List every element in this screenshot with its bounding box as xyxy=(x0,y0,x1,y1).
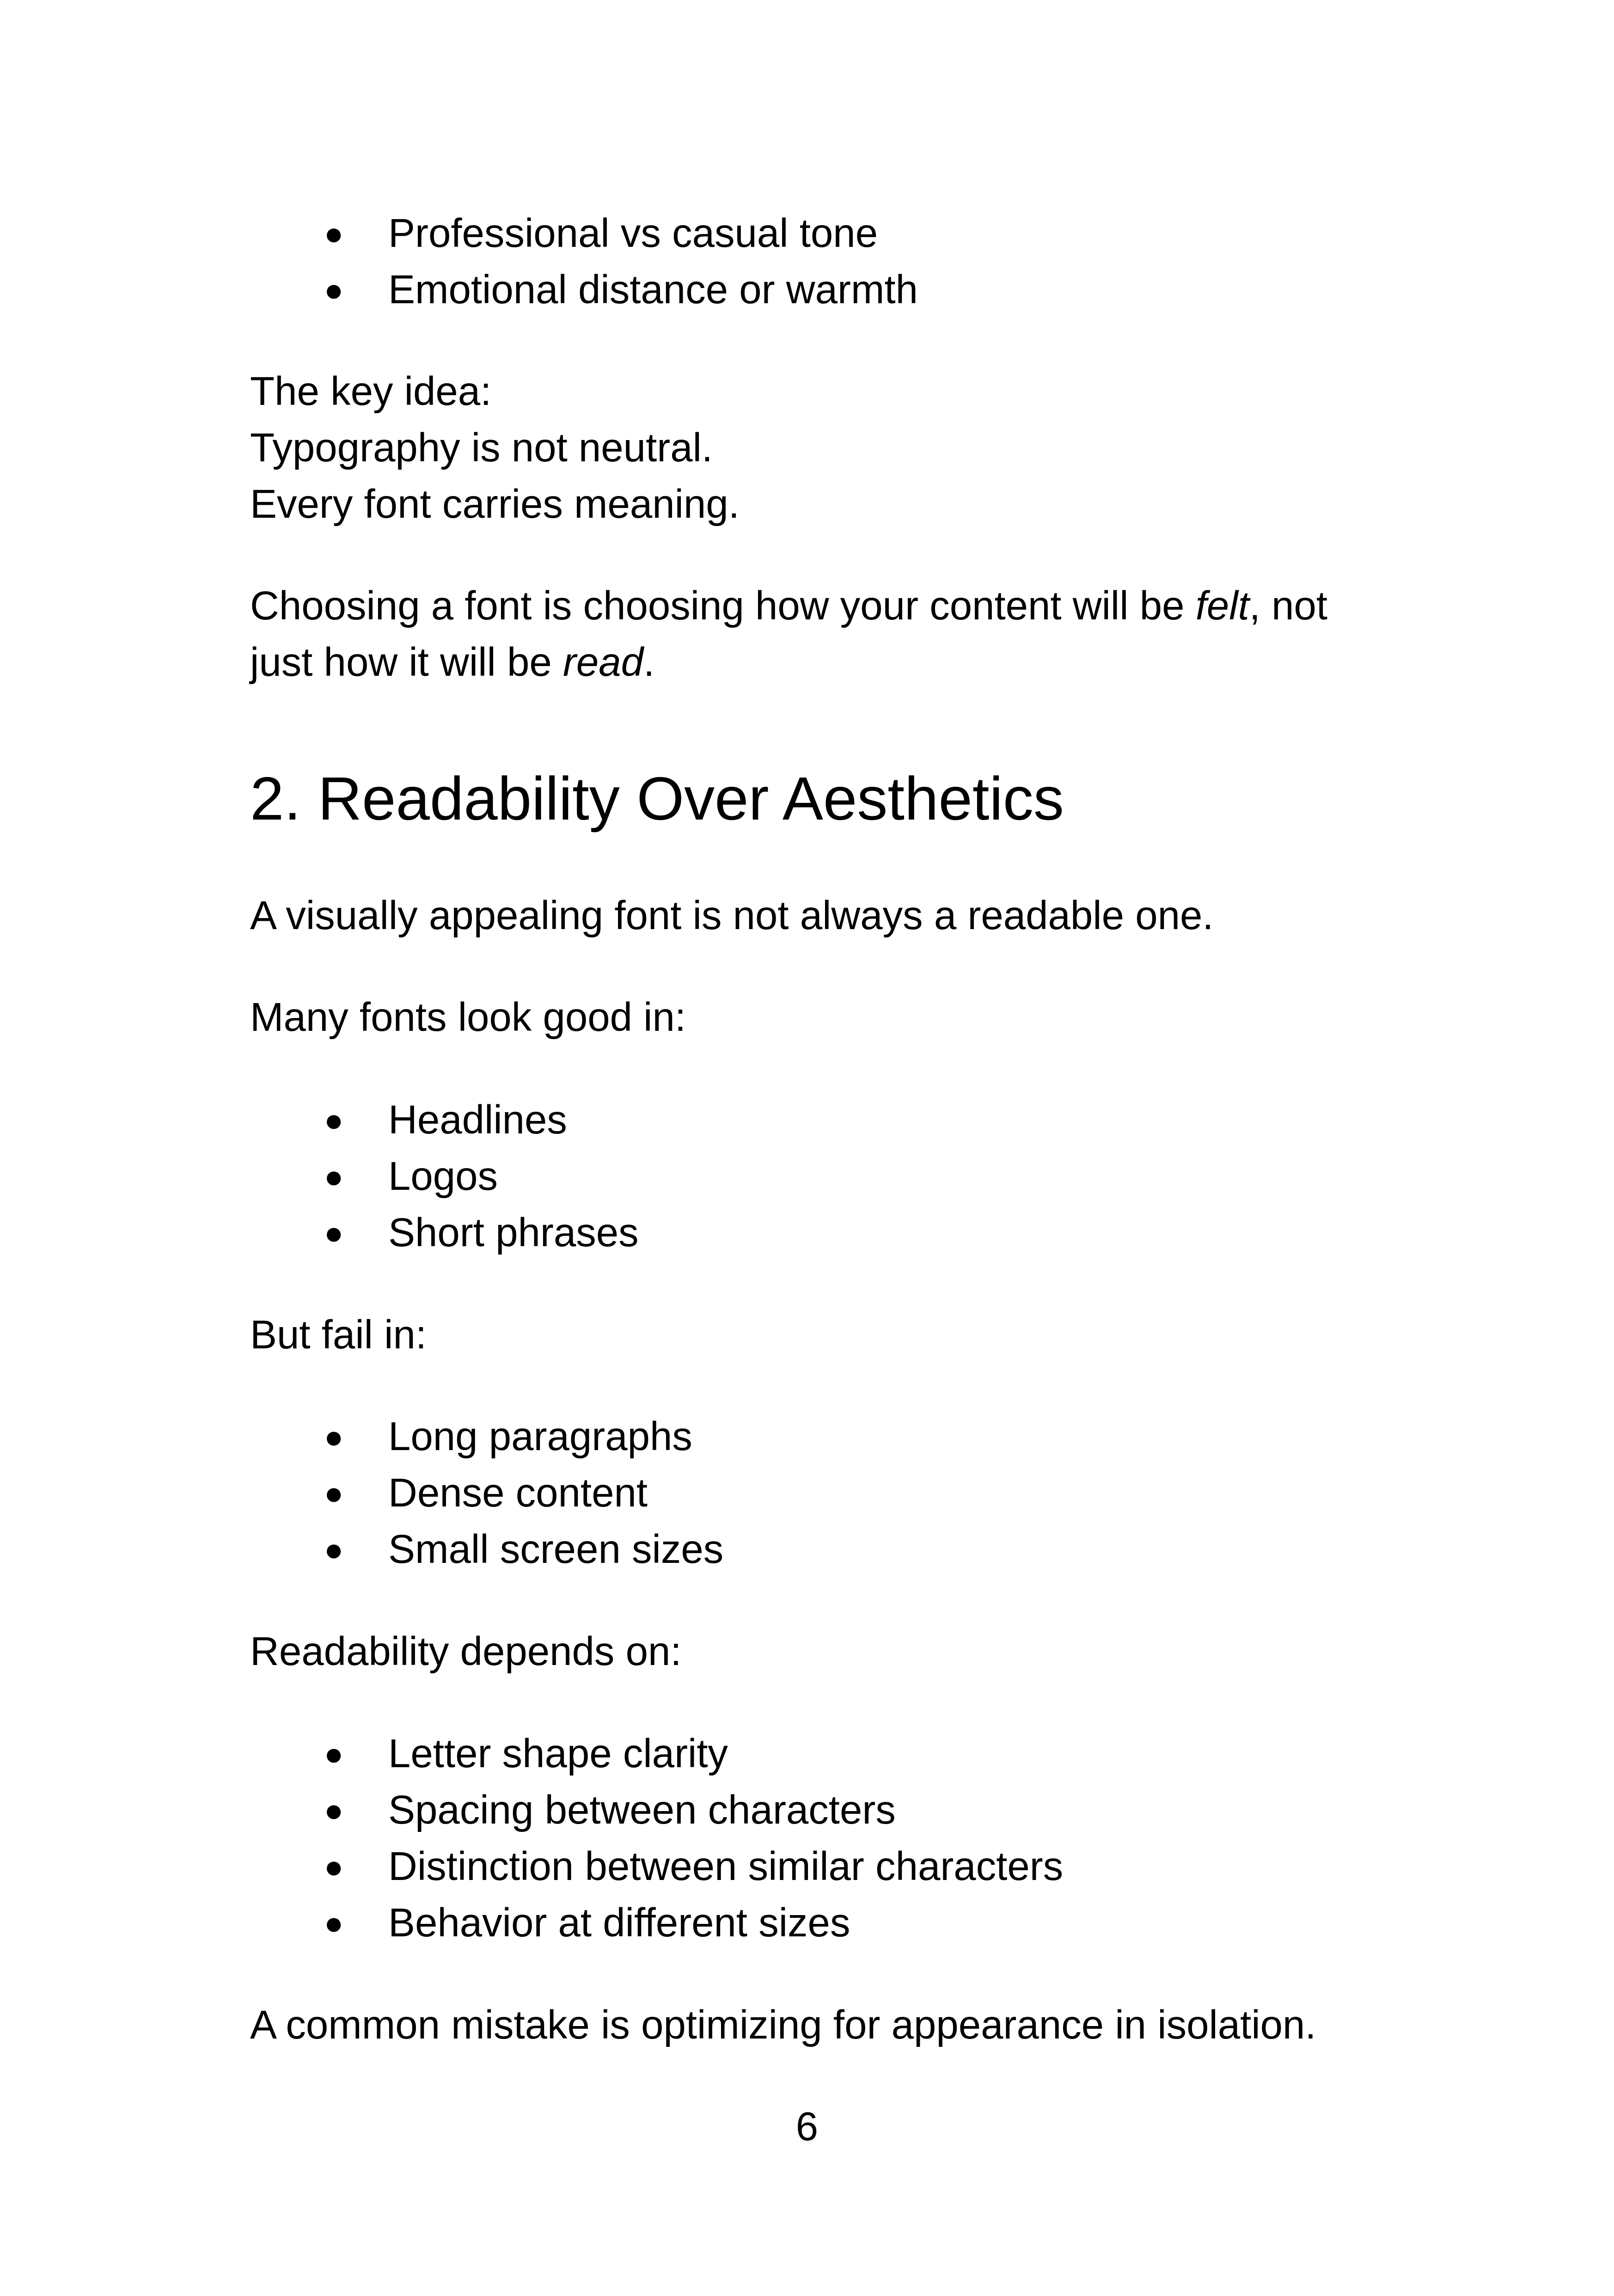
bullet-icon: ● xyxy=(324,1905,344,1941)
choosing-paragraph: Choosing a font is choosing how your content will be felt, not just how it will be read. xyxy=(250,583,1328,685)
list-item: ● Headlines xyxy=(250,1092,1406,1148)
depends-list xyxy=(250,1726,1406,1951)
bullet-icon: ● xyxy=(324,1531,344,1567)
list-item: ● Long paragraphs xyxy=(250,1408,1406,1465)
fail-paragraph: But fail in: xyxy=(250,1312,427,1357)
bullet-icon: ● xyxy=(324,272,344,308)
list-item: ● Dense content xyxy=(250,1465,1406,1521)
bullet-icon: ● xyxy=(324,1215,344,1251)
bullet-icon: ● xyxy=(324,1475,344,1511)
page-number: 6 xyxy=(795,2104,819,2149)
bullet-icon: ● xyxy=(324,1102,344,1138)
many-fonts-paragraph: Many fonts look good in: xyxy=(250,995,686,1040)
list-item: ● Behavior at different sizes xyxy=(250,1895,1406,1951)
list-item: ● Spacing between characters xyxy=(250,1782,1406,1838)
emphasis-read: read xyxy=(562,640,644,685)
list-item: ● Logos xyxy=(250,1148,1406,1205)
list-item: ● Small screen sizes xyxy=(250,1521,1406,1578)
mistake-paragraph: A common mistake is optimizing for appearance in isolation. xyxy=(250,2002,1316,2047)
list-item: ● Short phrases xyxy=(250,1205,1406,1261)
fail-in-list xyxy=(250,1408,1406,1578)
list-item: ● Letter shape clarity xyxy=(250,1726,1406,1782)
list-item: ● Professional vs casual tone xyxy=(250,205,1406,262)
depends-paragraph: Readability depends on: xyxy=(250,1629,682,1674)
tone-list xyxy=(250,205,1406,318)
bullet-icon: ● xyxy=(324,1849,344,1885)
bullet-icon: ● xyxy=(324,215,344,251)
bullet-icon: ● xyxy=(324,1736,344,1772)
bullet-icon: ● xyxy=(324,1158,344,1194)
section-heading: 2. Readability Over Aesthetics xyxy=(250,765,1064,833)
list-item: ● Distinction between similar characters xyxy=(250,1838,1406,1895)
bullet-icon: ● xyxy=(324,1792,344,1828)
emphasis-felt: felt xyxy=(1195,583,1249,628)
good-in-list xyxy=(250,1092,1406,1261)
bullet-icon: ● xyxy=(324,1419,344,1455)
list-item: ● Emotional distance or warmth xyxy=(250,262,1406,318)
appealing-paragraph: A visually appealing font is not always a readable one. xyxy=(250,893,1214,938)
key-idea-paragraph: The key idea: Typography is not neutral. Every font carries meaning. xyxy=(250,369,740,527)
